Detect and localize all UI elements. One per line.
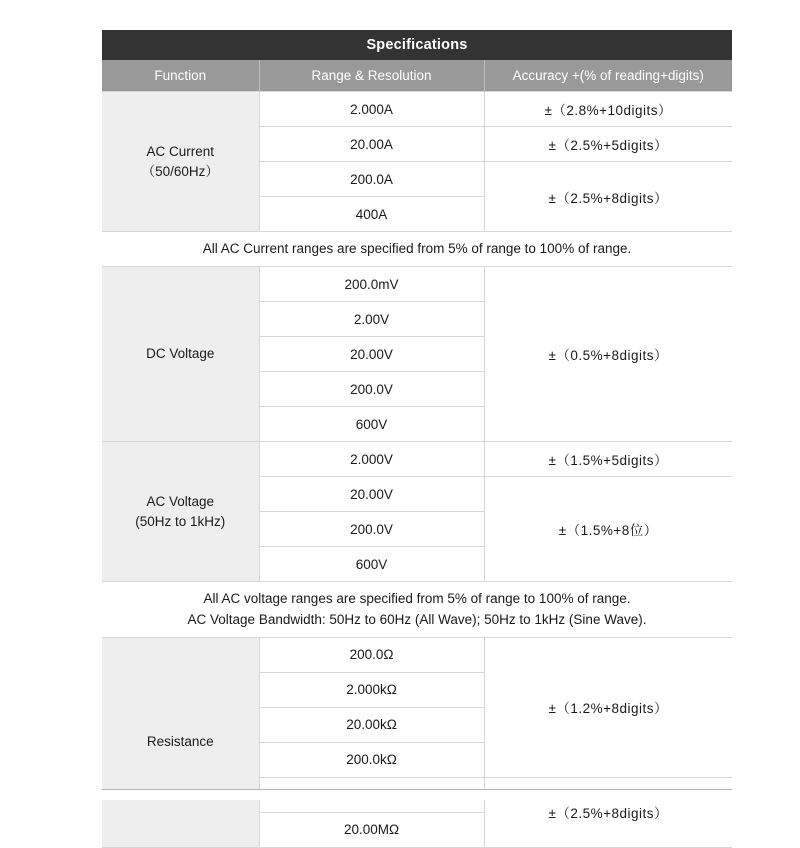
range-resolution-cell: 20.00kΩ	[259, 707, 484, 742]
range-resolution-cell: 200.0V	[259, 372, 484, 407]
range-resolution-cell: 200.0V	[259, 512, 484, 547]
function-label-secondary: (50Hz to 1kHz)	[135, 513, 226, 529]
function-label-primary: Resistance	[146, 734, 214, 750]
accuracy-cell: ±（0.5%+8digits）	[484, 267, 732, 442]
table-body	[102, 92, 732, 848]
range-resolution-cell: 600V	[259, 547, 484, 582]
note-row	[102, 232, 732, 267]
range-resolution-cell: 20.00V	[259, 337, 484, 372]
range-resolution-cell: 200.0mV	[259, 267, 484, 302]
note-text: AC Voltage Bandwidth: 50Hz to 60Hz (All Wave); 50Hz to 1kHz (Sine Wave).	[187, 611, 647, 627]
next-section-partial-row	[102, 789, 732, 800]
function-cell	[102, 92, 259, 232]
range-resolution-cell: 200.0Ω	[259, 637, 484, 672]
accuracy-cell: ±（1.2%+8digits）	[484, 637, 732, 777]
function-label-primary: AC Current	[146, 143, 215, 159]
accuracy-cell: ±（2.8%+10digits）	[484, 92, 732, 127]
function-label-primary: AC Voltage	[146, 494, 215, 510]
range-resolution-cell: 2.00V	[259, 302, 484, 337]
range-resolution-cell: 200.0kΩ	[259, 742, 484, 777]
accuracy-cell: ±（1.5%+8位）	[484, 477, 732, 582]
accuracy-cell: ±（2.5%+5digits）	[484, 127, 732, 162]
range-resolution-cell: 400A	[259, 197, 484, 232]
table-row	[102, 637, 732, 672]
accuracy-cell: ±（2.5%+8digits）	[484, 777, 732, 847]
range-resolution-cell: 2.000V	[259, 442, 484, 477]
note-cell	[102, 582, 732, 638]
range-resolution-cell: 200.0A	[259, 162, 484, 197]
note-text: All AC Current ranges are specified from 5% of range to 100% of range.	[202, 241, 632, 256]
accuracy-cell: ±（2.5%+8digits）	[484, 162, 732, 232]
accuracy-cell: ±（1.5%+5digits）	[484, 442, 732, 477]
note-row	[102, 582, 732, 638]
table-row	[102, 442, 732, 477]
function-label-secondary: （50/60Hz）	[141, 163, 219, 179]
column-header-accuracy: Accuracy +(% of reading+digits)	[484, 60, 732, 92]
next-section-row-top-border	[102, 789, 732, 800]
specifications-table-container	[102, 30, 732, 848]
table-row	[102, 92, 732, 127]
range-resolution-cell: 2.000A	[259, 92, 484, 127]
table-title: Specifications	[102, 30, 732, 60]
function-label-primary: DC Voltage	[146, 346, 215, 362]
range-resolution-cell: 20.00MΩ	[259, 812, 484, 847]
range-resolution-cell: 20.00V	[259, 477, 484, 512]
column-header-range-resolution: Range & Resolution	[259, 60, 484, 92]
table-row	[102, 267, 732, 302]
note-cell	[102, 232, 732, 267]
column-header-row	[102, 60, 732, 92]
title-row	[102, 30, 732, 60]
range-resolution-cell: 600V	[259, 407, 484, 442]
column-header-function: Function	[102, 60, 259, 92]
function-cell	[102, 267, 259, 442]
note-text: All AC voltage ranges are specified from 5% of range to 100% of range.	[203, 591, 631, 607]
range-resolution-cell: 2.000kΩ	[259, 672, 484, 707]
specifications-table	[102, 30, 732, 848]
range-resolution-cell: 20.00A	[259, 127, 484, 162]
table-header	[102, 30, 732, 92]
function-cell	[102, 637, 259, 847]
function-cell	[102, 442, 259, 582]
